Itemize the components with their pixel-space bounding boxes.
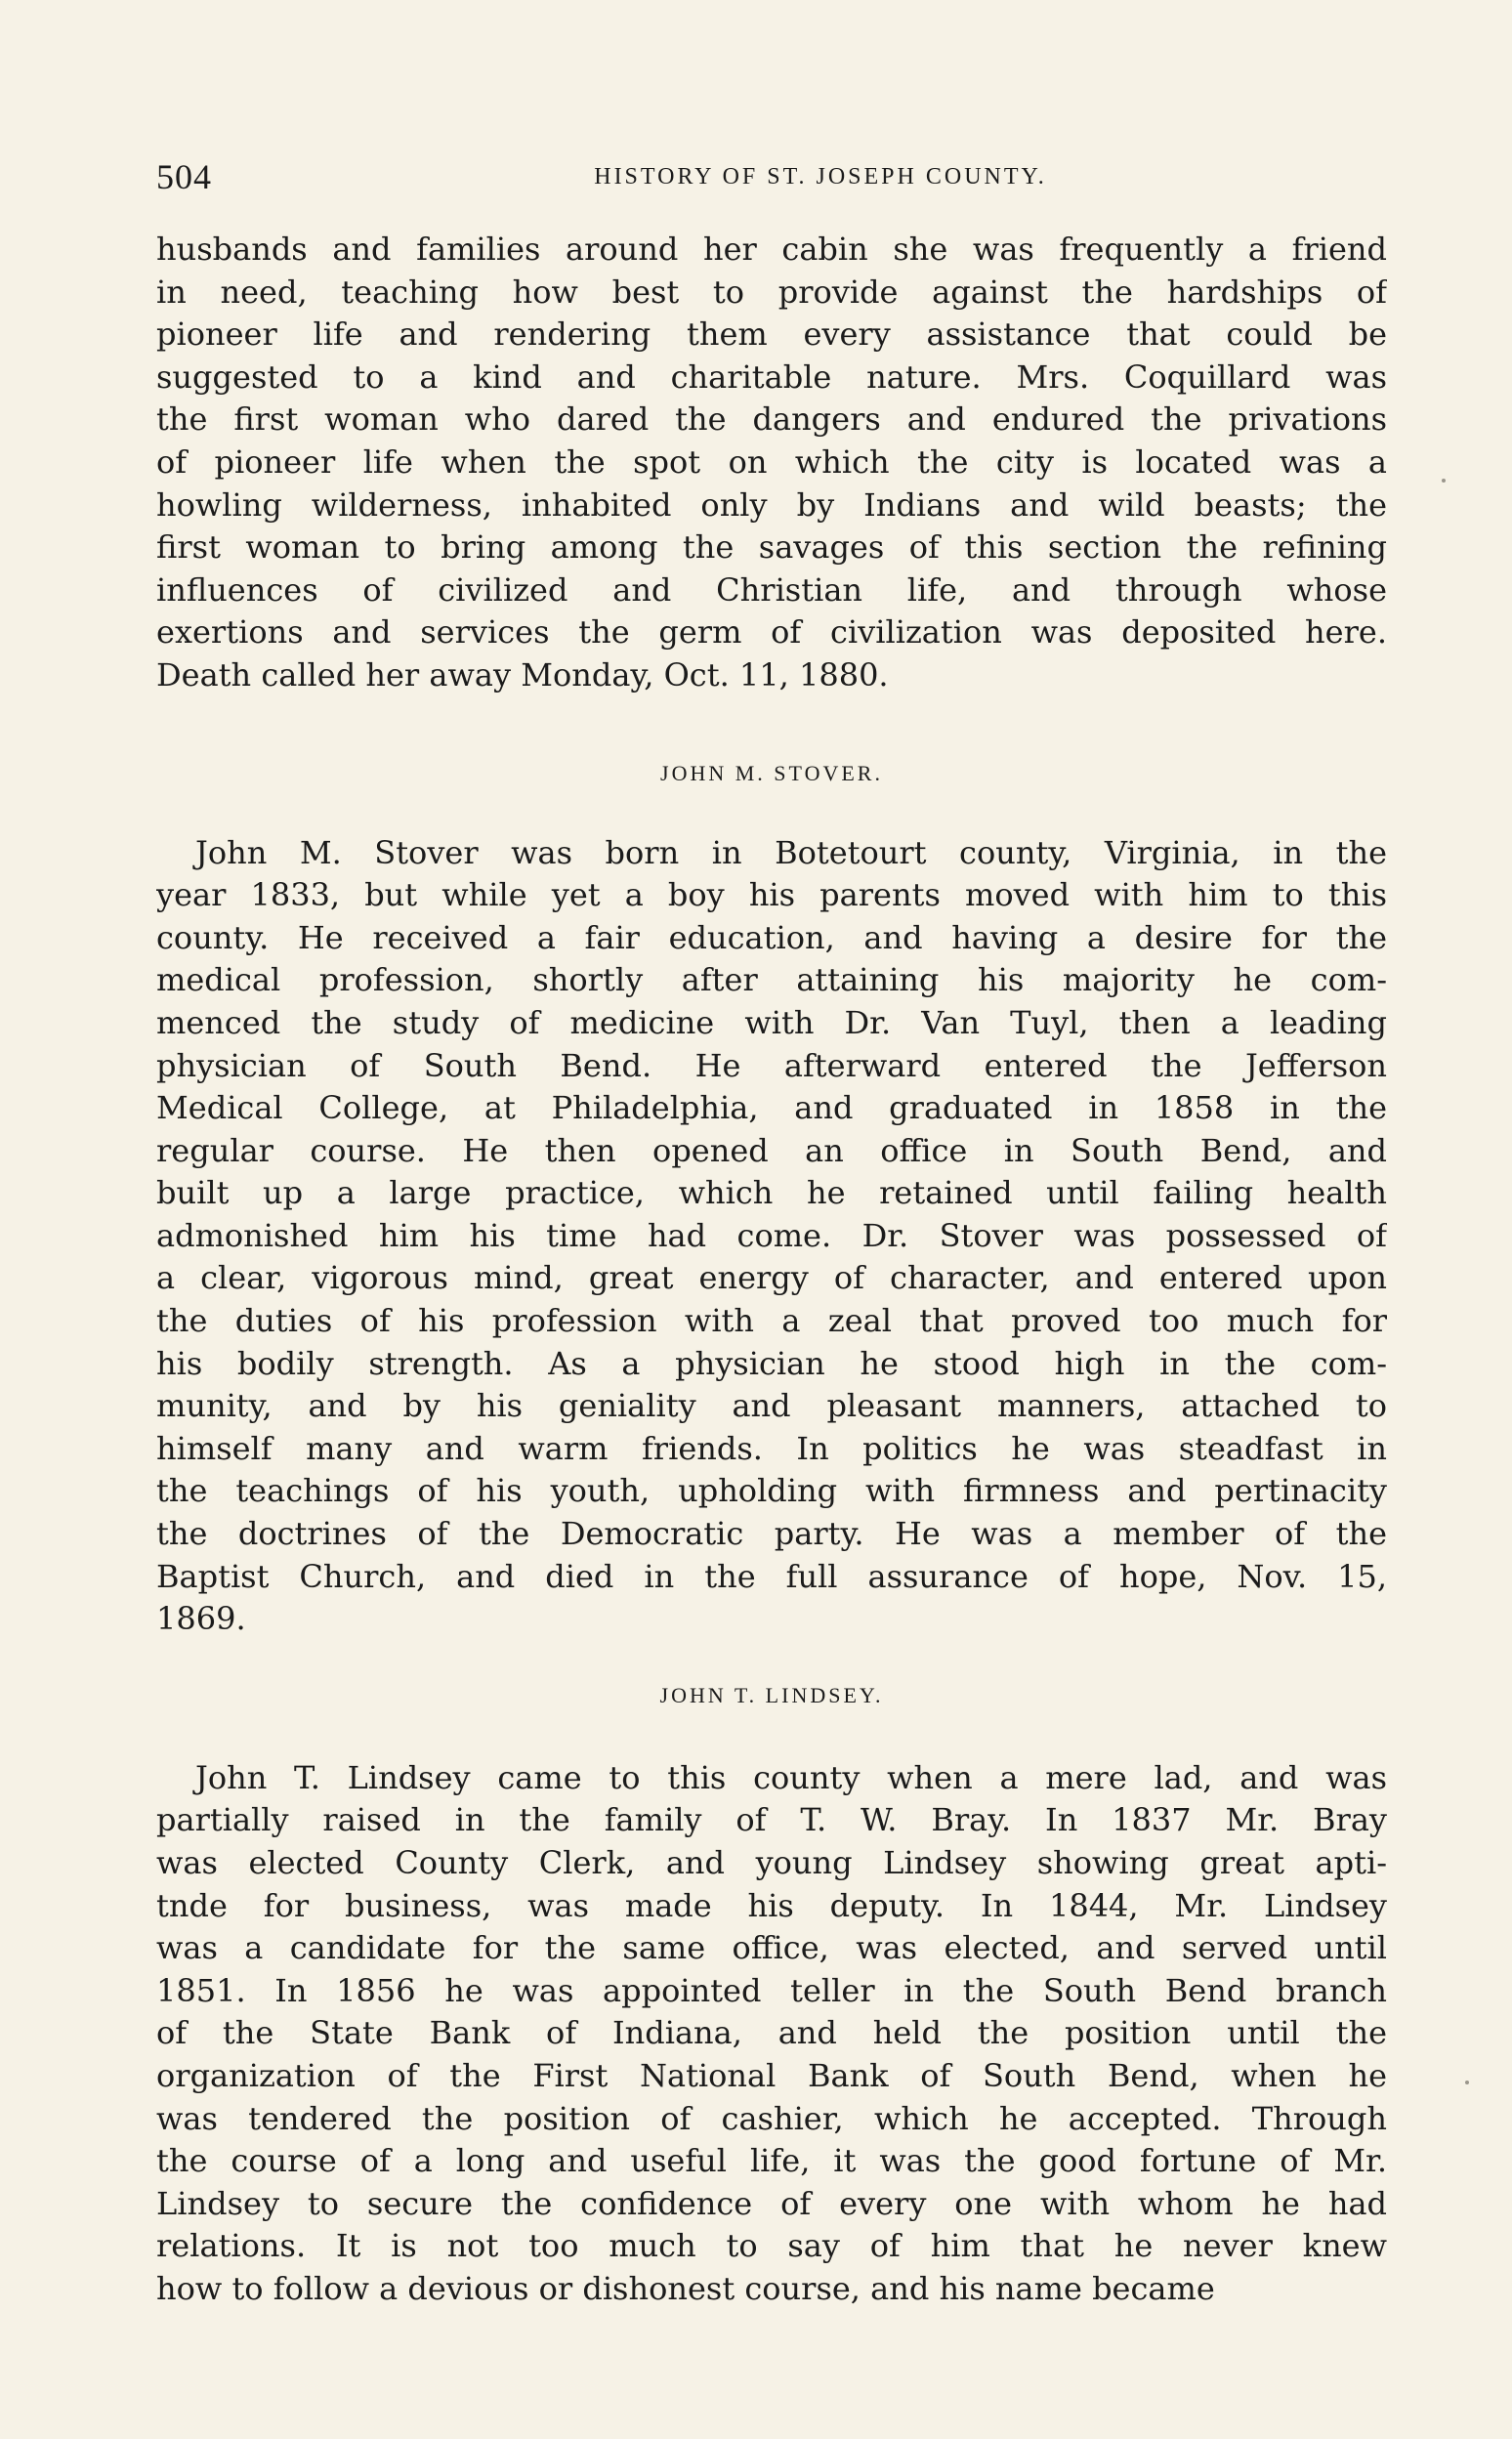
- section-heading-lindsey: JOHN T. LINDSEY.: [659, 1682, 884, 1707]
- text-line: his bodily strength. As a physician he stood high in the com-: [156, 1344, 1387, 1382]
- text-line: of the State Bank of Indiana, and held the position until the: [156, 2014, 1387, 2052]
- paper-speck: [1442, 479, 1446, 483]
- body-text: [156, 229, 1387, 2311]
- text-line: 1869.: [156, 1600, 246, 1638]
- text-line: how to follow a devious or dishonest course, and his name became: [156, 2269, 1215, 2307]
- text-line: was tendered the position of cashier, which he accepted. Through: [156, 2099, 1387, 2137]
- text-line: the first woman who dared the dangers and endured the privations: [156, 400, 1387, 439]
- section-heading-stover: JOHN M. STOVER.: [660, 760, 883, 785]
- text-line: built up a large practice, which he retained until failing health: [156, 1174, 1387, 1212]
- text-line: the course of a long and useful life, it was the good fortune of Mr.: [156, 2142, 1387, 2180]
- text-line: a clear, vigorous mind, great energy of character, and entered upon: [156, 1259, 1387, 1297]
- running-head: [156, 156, 1387, 201]
- text-line: first woman to bring among the savages of this section the refining: [156, 528, 1387, 567]
- text-line: of pioneer life when the spot on which the city is located was a: [156, 442, 1387, 481]
- text-line: howling wilderness, inhabited only by Indians and wild beasts; the: [156, 485, 1387, 524]
- text-line: the teachings of his youth, upholding with firmness and pertinacity: [156, 1472, 1387, 1510]
- text-line: regular course. He then opened an office in South Bend, and: [156, 1131, 1387, 1169]
- text-line: admonished him his time had come. Dr. Stover was possessed of: [156, 1216, 1387, 1254]
- paragraph-stover: [156, 832, 1387, 1641]
- text-line: munity, and by his geniality and pleasant manners, attached to: [156, 1387, 1387, 1425]
- paragraph-coquillard: [156, 229, 1387, 697]
- text-line: in need, teaching how best to provide against the hardships of: [156, 273, 1387, 311]
- text-line: pioneer life and rendering them every assistance that could be: [156, 315, 1387, 354]
- running-title: HISTORY OF ST. JOSEPH COUNTY.: [594, 164, 1047, 189]
- text-line: partially raised in the family of T. W. Bray. In 1837 Mr. Bray: [156, 1801, 1387, 1839]
- text-line: the duties of his profession with a zeal that proved too much for: [156, 1302, 1387, 1340]
- text-line: husbands and families around her cabin she was frequently a friend: [156, 231, 1387, 268]
- text-line: exertions and services the germ of civilization was deposited here.: [156, 613, 1387, 652]
- text-line: was elected County Clerk, and young Lindsey showing great apti-: [156, 1844, 1387, 1881]
- text-line: relations. It is not too much to say of him that he never knew: [156, 2227, 1387, 2265]
- text-line: medical profession, shortly after attaining his majority he com-: [156, 961, 1387, 999]
- text-line: Lindsey to secure the confidence of every one with whom he had: [156, 2184, 1387, 2222]
- text-line: the doctrines of the Democratic party. He was a member of the: [156, 1515, 1387, 1553]
- text-line: was a candidate for the same office, was elected, and served until: [156, 1929, 1387, 1967]
- text-line: Medical College, at Philadelphia, and graduated in 1858 in the: [156, 1089, 1387, 1127]
- text-line: county. He received a fair education, and having a desire for the: [156, 918, 1387, 956]
- text-line: year 1833, but while yet a boy his parents moved with him to this: [156, 876, 1387, 914]
- text-line: influences of civilized and Christian life, and through whose: [156, 570, 1387, 609]
- paragraph-lindsey: [156, 1757, 1387, 2311]
- text-line: Death called her away Monday, Oct. 11, 1880.: [156, 655, 889, 694]
- text-line: physician of South Bend. He afterward entered the Jefferson: [156, 1046, 1387, 1084]
- text-line: tnde for business, was made his deputy. In 1844, Mr. Lindsey: [156, 1886, 1387, 1924]
- text-line: Baptist Church, and died in the full assurance of hope, Nov. 15,: [156, 1557, 1387, 1595]
- text-line: organization of the First National Bank of South Bend, when he: [156, 2056, 1387, 2094]
- text-line: suggested to a kind and charitable nature. Mrs. Coquillard was: [156, 357, 1387, 396]
- paper-speck: [1465, 2081, 1469, 2084]
- text-line: himself many and warm friends. In politics he was steadfast in: [156, 1429, 1387, 1467]
- text-line: John M. Stover was born in Botetourt county, Virginia, in the: [195, 833, 1387, 871]
- text-line: menced the study of medicine with Dr. Van Tuyl, then a leading: [156, 1003, 1387, 1041]
- page-number: 504: [156, 157, 212, 196]
- text-line: John T. Lindsey came to this county when a mere lad, and was: [195, 1758, 1387, 1796]
- text-line: 1851. In 1856 he was appointed teller in the South Bend branch: [156, 1971, 1387, 2009]
